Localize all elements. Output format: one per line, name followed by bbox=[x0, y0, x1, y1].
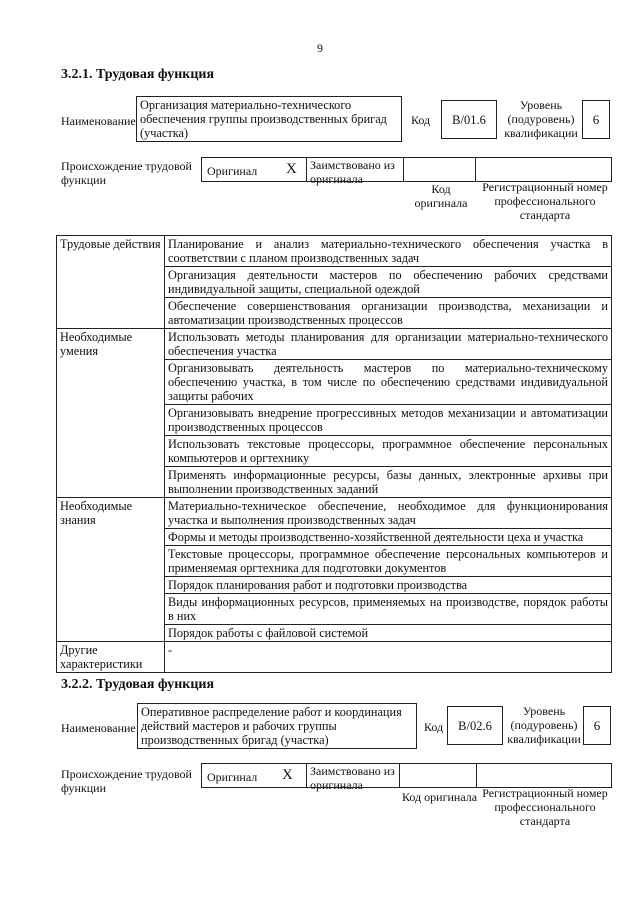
table-cell: Порядок планирования работ и подготовки производства bbox=[165, 577, 612, 594]
name-label: Наименование bbox=[61, 114, 136, 128]
table-cell: Формы и методы производственно-хозяйственной деятельности цеха и участка bbox=[165, 529, 612, 546]
code-label: Код bbox=[424, 720, 444, 734]
original-label: Оригинал bbox=[207, 770, 258, 784]
table-cell: - bbox=[165, 642, 612, 673]
code-value: B/02.6 bbox=[447, 706, 503, 745]
row-group-label: Трудовые действия bbox=[57, 236, 165, 329]
table-cell: Материально-техническое обеспечение, необходимое для функционирования участка и выполнения производственных задач bbox=[165, 498, 612, 529]
table-cell: Текстовые процессоры, программное обеспечение персональных компьютеров и применяемая оргтехника для подготовки документов bbox=[165, 546, 612, 577]
table-cell: Использовать текстовые процессоры, программное обеспечение персональных компьютеров и оргтехнику bbox=[165, 436, 612, 467]
code-value: B/01.6 bbox=[441, 100, 497, 139]
table-cell: Организовывать деятельность мастеров по материально-техническому обеспечению участка, в том числе по обеспечению средствами индивидуальной защиты рабочих bbox=[165, 360, 612, 405]
borrowed-label: Заимствовано из оригинала bbox=[310, 764, 395, 792]
name-value: Оперативное распределение работ и координация действий мастеров и рабочих группы производственных бригад (участка) bbox=[137, 703, 417, 749]
code-original-label: Код оригинала bbox=[414, 182, 468, 210]
name-value: Организация материально-технического обеспечения группы производственных бригад (участка) bbox=[136, 96, 402, 142]
table-row bbox=[57, 236, 612, 267]
section-heading: 3.2.1. Трудовая функция bbox=[61, 67, 215, 82]
reg-number-label: Регистрационный номер профессионального стандарта bbox=[482, 180, 608, 222]
labor-function-table bbox=[56, 235, 612, 673]
original-label: Оригинал bbox=[207, 164, 258, 178]
code-label: Код bbox=[411, 113, 431, 127]
page-number: 9 bbox=[317, 41, 323, 55]
table-cell: Планирование и анализ материально-технического обеспечения участка в соответствии с планом производственных задач bbox=[165, 236, 612, 267]
code-original-label: Код оригинала bbox=[402, 790, 478, 804]
divider bbox=[476, 764, 477, 787]
table-cell: Обеспечение совершенствования организации производства, механизации и автоматизации производственных процессов bbox=[165, 298, 612, 329]
table-cell: Организация деятельности мастеров по обеспечению рабочих средствами индивидуальной защиты, специальной одеждой bbox=[165, 267, 612, 298]
level-value: 6 bbox=[583, 706, 611, 745]
original-mark: X bbox=[282, 767, 293, 783]
divider bbox=[475, 158, 476, 181]
divider bbox=[306, 764, 307, 787]
table-cell: Использовать методы планирования для организации материально-технического обеспечения участка bbox=[165, 329, 612, 360]
divider bbox=[403, 158, 404, 181]
row-group-label: Другие характеристики bbox=[57, 642, 165, 673]
table-row bbox=[57, 498, 612, 529]
table-row bbox=[57, 642, 612, 673]
name-label: Наименование bbox=[61, 721, 136, 735]
table-row bbox=[57, 329, 612, 360]
row-group-label: Необходимые знания bbox=[57, 498, 165, 642]
borrowed-label: Заимствовано из оригинала bbox=[310, 158, 395, 186]
level-value: 6 bbox=[582, 100, 610, 139]
level-label: Уровень (подуровень) квалификации bbox=[507, 704, 581, 746]
table-cell: Виды информационных ресурсов, применяемых на производстве, порядок работы в них bbox=[165, 594, 612, 625]
origin-table bbox=[201, 157, 612, 186]
row-group-label: Необходимые умения bbox=[57, 329, 165, 498]
divider bbox=[306, 158, 307, 181]
table-cell: Организовывать внедрение прогрессивных методов механизации и автоматизации производственных процессов bbox=[165, 405, 612, 436]
origin-label: Происхождение трудовой функции bbox=[61, 159, 192, 187]
section-heading: 3.2.2. Трудовая функция bbox=[61, 677, 215, 692]
reg-number-label: Регистрационный номер профессионального стандарта bbox=[482, 786, 608, 828]
original-mark: X bbox=[286, 161, 297, 177]
origin-label: Происхождение трудовой функции bbox=[61, 767, 192, 795]
level-label: Уровень (подуровень) квалификации bbox=[504, 98, 578, 140]
origin-table bbox=[201, 763, 612, 792]
table-cell: Применять информационные ресурсы, базы данных, электронные архивы при выполнении производственных заданий bbox=[165, 467, 612, 498]
table-cell: Порядок работы с файловой системой bbox=[165, 625, 612, 642]
divider bbox=[399, 764, 400, 787]
